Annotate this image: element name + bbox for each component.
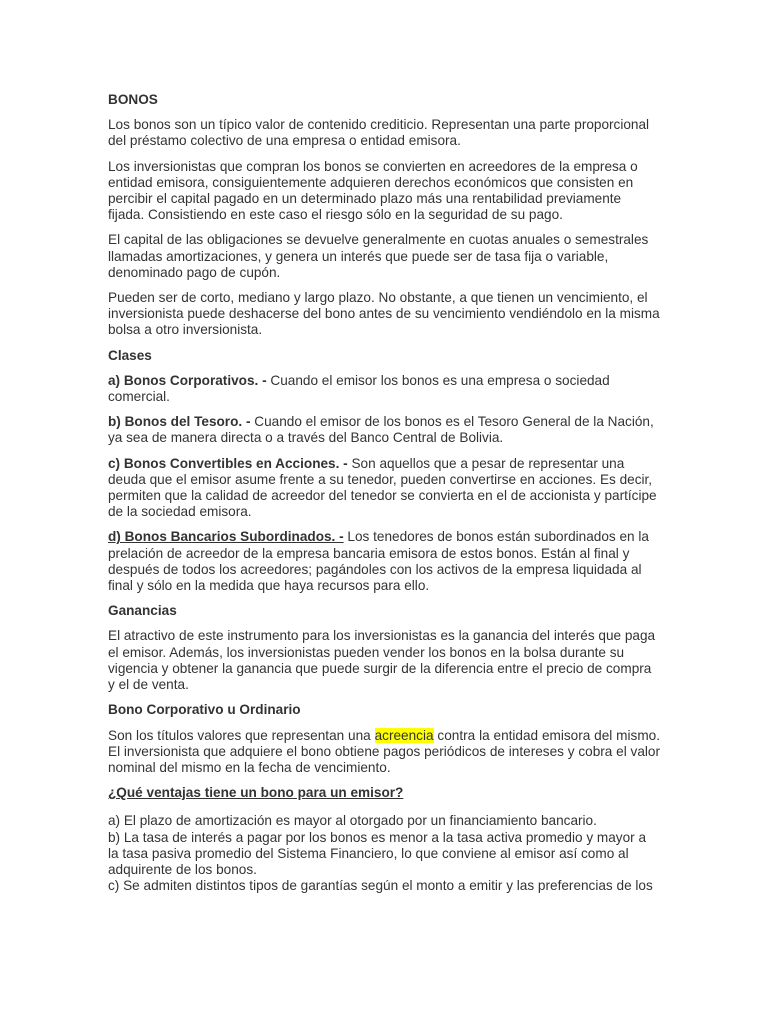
clase-label-c: c) Bonos Convertibles en Acciones. - bbox=[108, 455, 348, 471]
bono-corp-text-after: contra la entidad emisora del mismo. El inversionista que adquiere el bono obtiene pagos periódicos de intereses y cobra el valor nominal del mismo en la fecha de vencimiento. bbox=[108, 727, 660, 775]
paragraph-3: El capital de las obligaciones se devuelve generalmente en cuotas anuales o semestrales llamadas amortizaciones, y genera un interés que puede ser de tasa fija o variable, denominado pago de cupón. bbox=[108, 232, 649, 280]
clase-item-a bbox=[108, 373, 660, 405]
clase-label-a: a) Bonos Corporativos. - bbox=[108, 372, 267, 388]
paragraph-2: Los inversionistas que compran los bonos se convierten en acreedores de la empresa o entidad emisora, consiguientemente adquieren derechos económicos que consisten en percibir el capital pagado en un determinado plazo más una rentabilidad previamente fijada. Consistiendo en este caso el riesgo sólo en la seguridad de su pago. bbox=[108, 158, 638, 223]
clase-text-c: Son aquellos que a pesar de representar una deuda que el emisor asume frente a su tenedor, pueden convertirse en acciones. Es decir, permiten que la calidad de acreedor del tenedor se convierta en el de accionista y partícipe de la sociedad emisora. bbox=[108, 455, 657, 520]
clase-item-c bbox=[108, 456, 660, 521]
ventaja-item-c: c) Se admiten distintos tipos de garantías según el monto a emitir y las preferencias de los bbox=[108, 878, 653, 894]
ventajas-list bbox=[108, 813, 660, 894]
document-body bbox=[108, 92, 660, 894]
bono-corp-text-before: Son los títulos valores que representan una bbox=[108, 727, 375, 743]
highlighted-term: acreencia bbox=[374, 727, 434, 743]
clase-item-b bbox=[108, 414, 660, 446]
clase-text-b: Cuando el emisor de los bonos es el Tesoro General de la Nación, ya sea de manera directa o a través del Banco Central de Bolivia. bbox=[108, 414, 654, 446]
clases-heading: Clases bbox=[108, 347, 152, 363]
ventaja-item-b: b) La tasa de interés a pagar por los bonos es menor a la tasa activa promedio y mayor a la tasa pasiva promedio del Sistema Financiero, lo que conviene al emisor así como al adquirente de los bonos. bbox=[108, 829, 647, 877]
ventaja-item-a: a) El plazo de amortización es mayor al otorgado por un financiamiento bancario. bbox=[108, 813, 597, 829]
doc-title: BONOS bbox=[108, 92, 158, 107]
bono-corporativo-text bbox=[108, 728, 660, 777]
ganancias-heading: Ganancias bbox=[108, 603, 177, 619]
clase-label-b: b) Bonos del Tesoro. - bbox=[108, 414, 251, 430]
clase-text-a: Cuando el emisor los bonos es una empresa o sociedad comercial. bbox=[108, 372, 610, 405]
bono-corporativo-heading: Bono Corporativo u Ordinario bbox=[108, 702, 301, 718]
ventajas-heading: ¿Qué ventajas tiene un bono para un emisor? bbox=[108, 785, 404, 801]
clase-label-d: d) Bonos Bancarios Subordinados. - bbox=[108, 529, 344, 545]
ganancias-text: El atractivo de este instrumento para los inversionistas es la ganancia del interés que paga el emisor. Además, los inversionistas pueden vender los bonos en la bolsa durante su vigencia y obtener la ganancia que puede surgir de la diferencia entre el precio de compra y el de venta. bbox=[108, 628, 656, 693]
clase-text-d: Los tenedores de bonos están subordinados en la prelación de acreedor de la empresa bancaria emisora de estos bonos. Están al final y después de todos los acreedores; pagándoles con los activos de la empresa liquidada al final y sólo en la medida que haya recursos para ello. bbox=[108, 529, 649, 594]
clase-item-d bbox=[108, 529, 660, 594]
paragraph-4: Pueden ser de corto, mediano y largo plazo. No obstante, a que tienen un vencimiento, el inversionista puede deshacerse del bono antes de su vencimiento vendiéndolo en la misma bolsa a otro inversionista. bbox=[108, 290, 660, 338]
paragraph-1: Los bonos son un típico valor de contenido crediticio. Representan una parte proporcional del préstamo colectivo de una empresa o entidad emisora. bbox=[108, 117, 650, 149]
